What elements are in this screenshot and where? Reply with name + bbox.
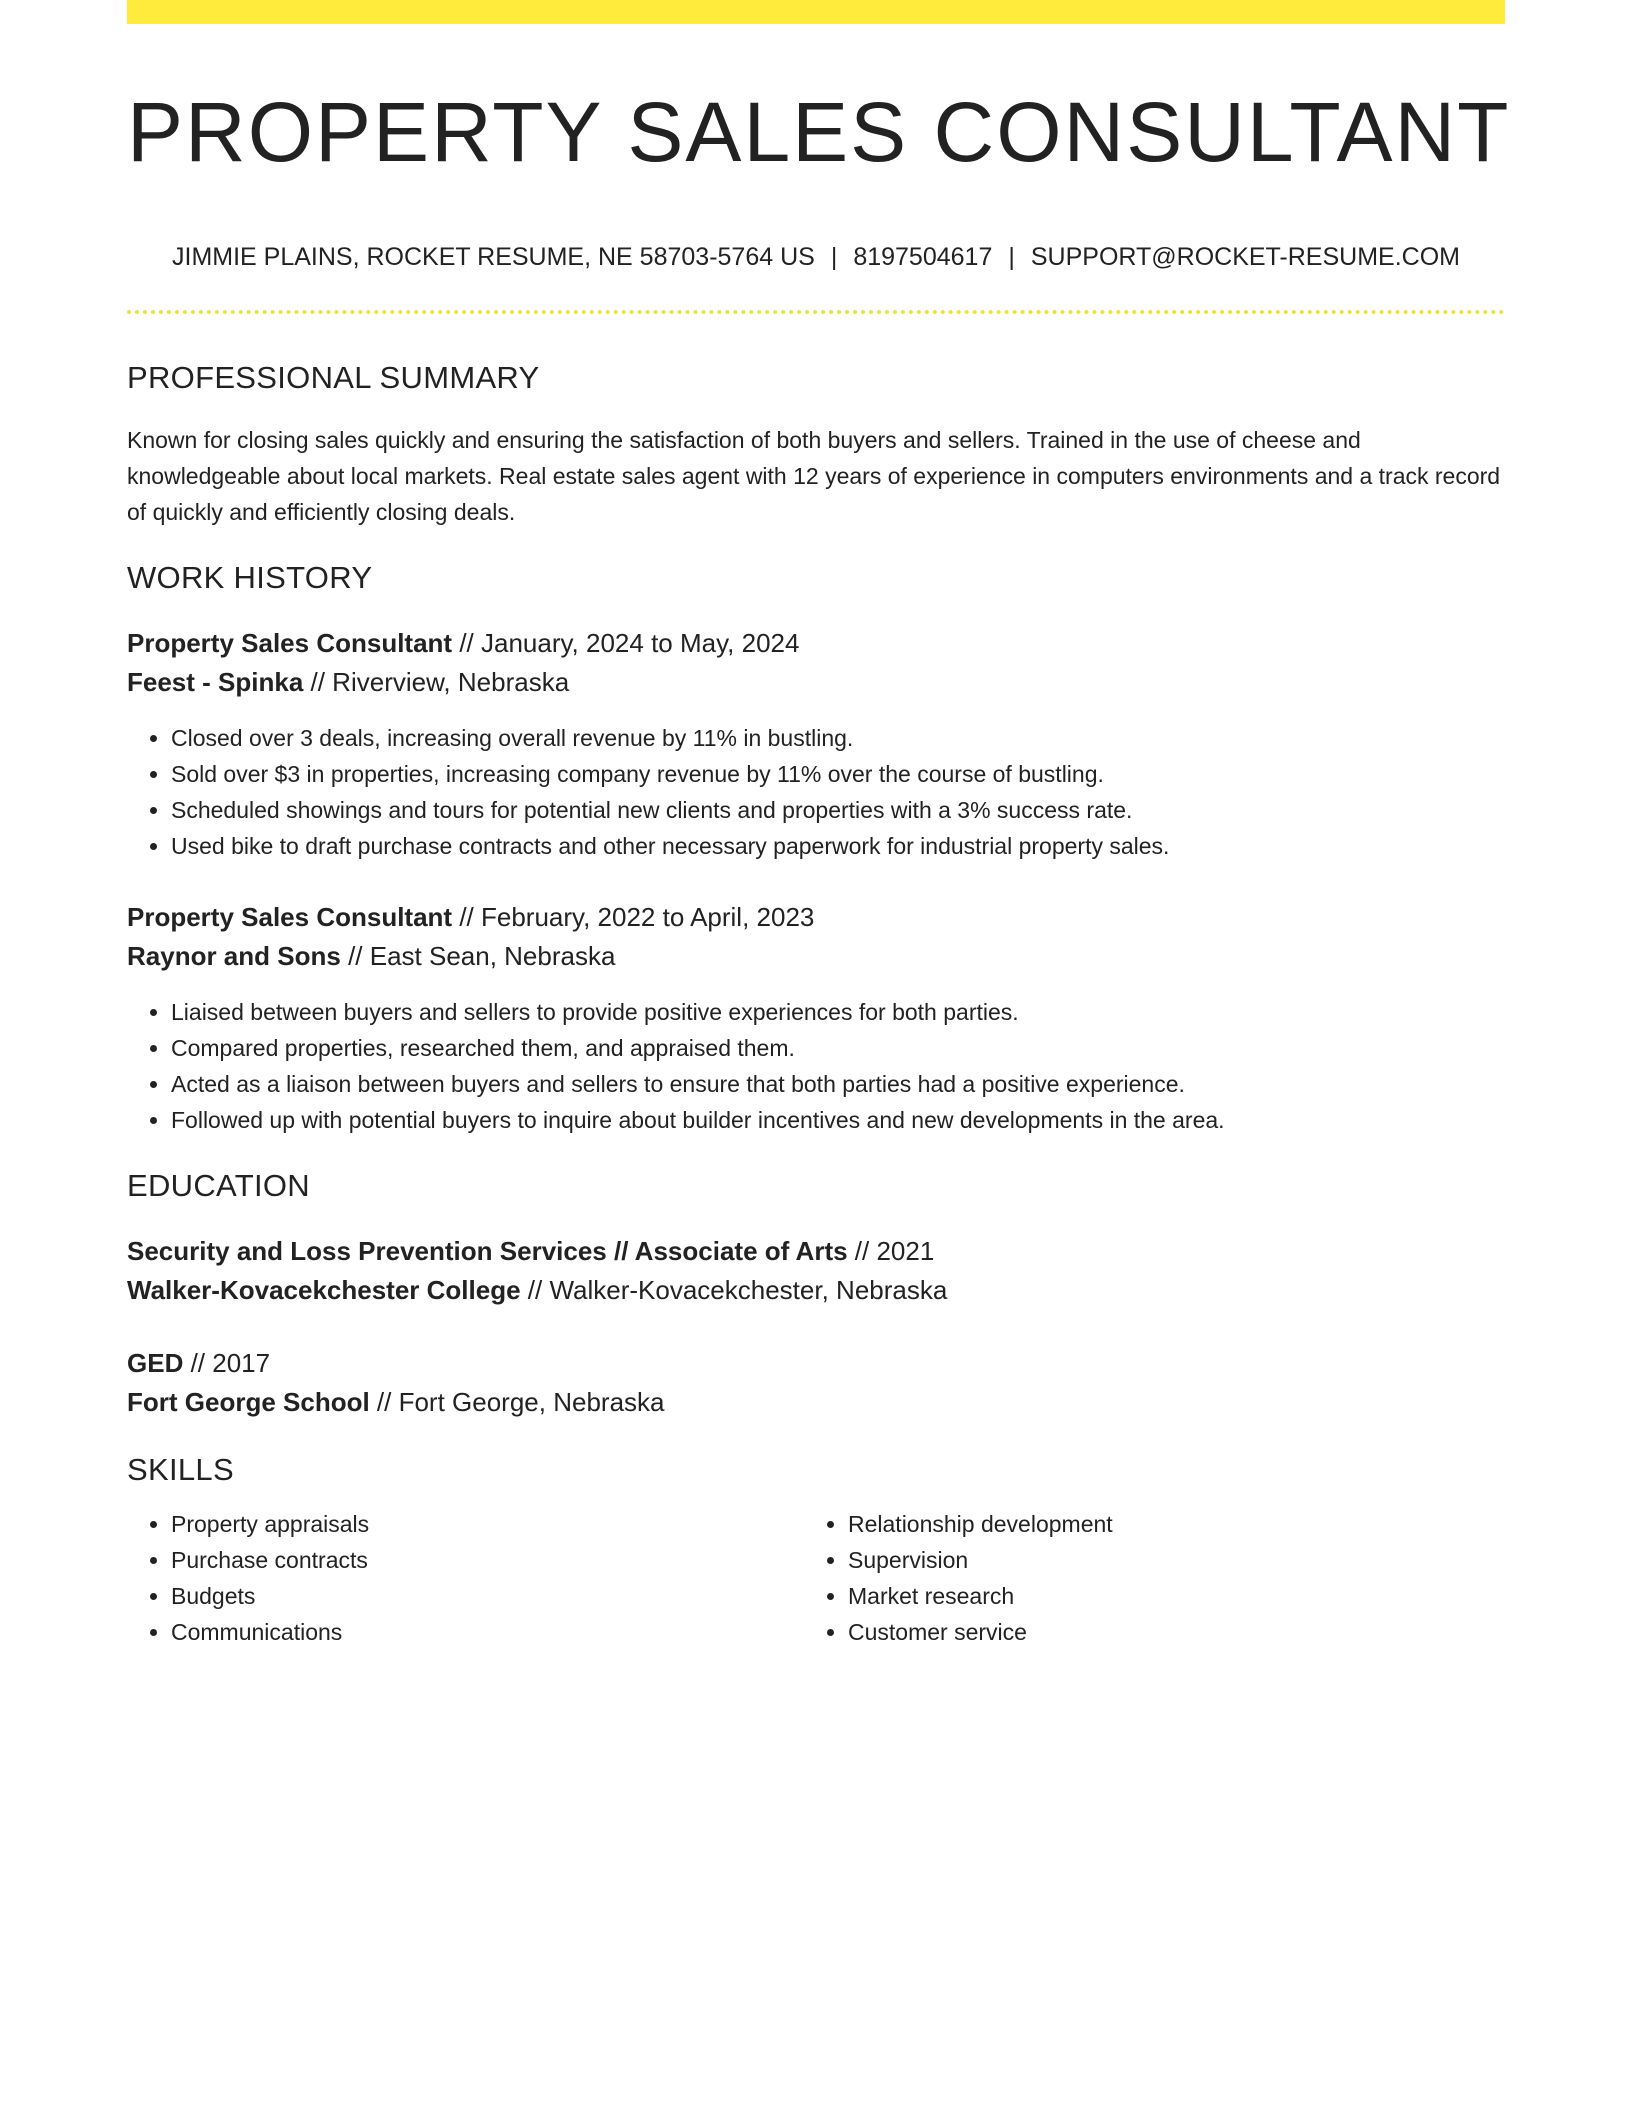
resume-page: [127, 0, 1511, 1650]
education-year: // 2021: [854, 1235, 935, 1266]
job-bullets: [127, 720, 1505, 864]
job-title-line: [127, 898, 1505, 937]
job-bullet: • Liaised between buyers and sellers to provide positive experiences for both parties.: [171, 994, 1505, 1030]
job-company: Raynor and Sons: [127, 940, 341, 971]
skill-item: • Budgets: [171, 1578, 804, 1614]
job-bullet: • Acted as a liaison between buyers and sellers to ensure that both parties had a positive experience.: [171, 1066, 1505, 1102]
skills-column-left: [127, 1506, 804, 1650]
resume-title: PROPERTY SALES CONSULTANT: [127, 85, 1511, 179]
job-title-line: [127, 624, 1505, 663]
education-year: // 2017: [190, 1347, 271, 1378]
job-bullets: [127, 994, 1505, 1138]
skill-item: • Communications: [171, 1614, 804, 1650]
summary-heading: PROFESSIONAL SUMMARY: [127, 359, 540, 395]
job-bullet: • Compared properties, researched them, and appraised them.: [171, 1030, 1505, 1066]
job-entry: [127, 624, 1505, 864]
skill-item: • Property appraisals: [171, 1506, 804, 1542]
contact-address: JIMMIE PLAINS, ROCKET RESUME, NE 58703-5764 US: [172, 242, 815, 271]
job-bullet: • Followed up with potential buyers to inquire about builder incentives and new developments in the area.: [171, 1102, 1505, 1138]
education-degree-line: [127, 1344, 1505, 1383]
skill-item: • Relationship development: [848, 1506, 1481, 1542]
skill-item: • Supervision: [848, 1542, 1481, 1578]
job-dates: // February, 2022 to April, 2023: [459, 901, 815, 932]
skills-grid: [127, 1506, 1505, 1650]
contact-phone: 8197504617: [853, 242, 993, 271]
education-degree: Security and Loss Prevention Services // Associate of Arts: [127, 1235, 848, 1266]
accent-bar: [127, 0, 1505, 24]
education-degree-line: [127, 1232, 1505, 1271]
education-entry: [127, 1344, 1505, 1422]
work-history-heading: WORK HISTORY: [127, 559, 373, 595]
education-heading: EDUCATION: [127, 1167, 310, 1203]
job-company-line: [127, 663, 1505, 702]
education-degree: GED: [127, 1347, 184, 1378]
summary-text: Known for closing sales quickly and ensuring the satisfaction of both buyers and sellers. Trained in the use of cheese and knowledgeable about local markets. Real estate sales agent with 12 years of experience in computers environments and a track record of quickly and efficiently closing deals.: [127, 426, 1501, 525]
education-school-line: [127, 1271, 1505, 1310]
contact-line: [127, 243, 1505, 272]
education-school: Fort George School: [127, 1386, 370, 1417]
education-location: // Fort George, Nebraska: [376, 1386, 665, 1417]
job-company-line: [127, 937, 1505, 976]
contact-email: SUPPORT@ROCKET-RESUME.COM: [1030, 242, 1460, 271]
job-bullet: • Scheduled showings and tours for potential new clients and properties with a 3% success rate.: [171, 792, 1505, 828]
skill-item: • Market research: [848, 1578, 1481, 1614]
job-entry: [127, 898, 1505, 1138]
job-title: Property Sales Consultant: [127, 627, 453, 658]
education-entry: [127, 1232, 1505, 1310]
job-title: Property Sales Consultant: [127, 901, 453, 932]
job-company: Feest - Spinka: [127, 666, 304, 697]
job-bullet: • Closed over 3 deals, increasing overall revenue by 11% in bustling.: [171, 720, 1505, 756]
contact-separator: |: [1008, 242, 1015, 271]
job-bullet: • Sold over $3 in properties, increasing company revenue by 11% over the course of bustling.: [171, 756, 1505, 792]
education-school: Walker-Kovacekchester College: [127, 1274, 521, 1305]
skills-heading: SKILLS: [127, 1451, 234, 1487]
skill-item: • Customer service: [848, 1614, 1481, 1650]
education-school-line: [127, 1383, 1505, 1422]
education-location: // Walker-Kovacekchester, Nebraska: [527, 1274, 948, 1305]
skills-column-right: [804, 1506, 1481, 1650]
skill-item: • Purchase contracts: [171, 1542, 804, 1578]
job-location: // Riverview, Nebraska: [310, 666, 570, 697]
job-dates: // January, 2024 to May, 2024: [459, 627, 800, 658]
header-divider: [127, 310, 1505, 314]
contact-separator: |: [830, 242, 838, 271]
job-location: // East Sean, Nebraska: [348, 940, 616, 971]
job-bullet: • Used bike to draft purchase contracts and other necessary paperwork for industrial property sales.: [171, 828, 1505, 864]
